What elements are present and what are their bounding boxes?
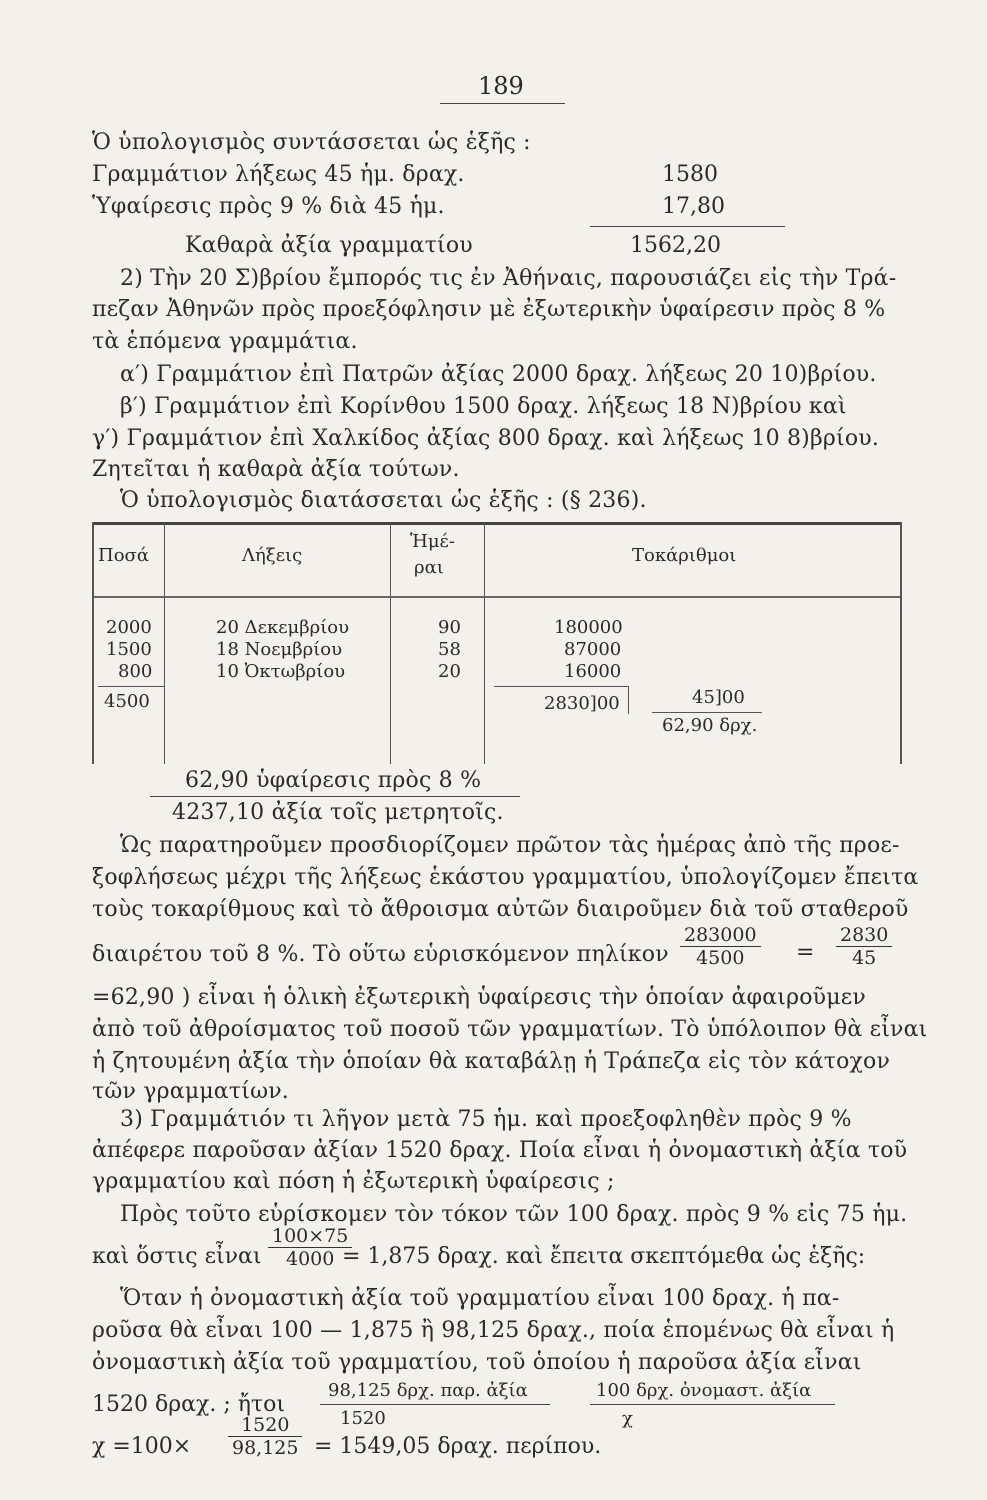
fraction2-numerator: 2830 <box>836 924 892 947</box>
para1-line8: τῶν γραμματίων. <box>92 1079 289 1104</box>
row2-amount: 1500 <box>106 639 152 660</box>
problem2-bill-b: β′) Γραμμάτιον ἐπὶ Κορίνθου 1500 δραχ. λήξεως 18 Ν)βρίου καὶ <box>120 394 847 419</box>
problem2-bill-a: α′) Γραμμάτιον ἐπὶ Πατρῶν ἀξίας 2000 δραχ. λήξεως 20 10)βρίου. <box>120 362 877 387</box>
proportion-top-left: 98,125 δρχ. παρ. ἀξία <box>328 1380 528 1401</box>
page-number-rule <box>440 103 565 104</box>
problem3-line5-pre: καὶ ὅστις εἶναι <box>92 1244 262 1269</box>
table-col-divider-3 <box>484 522 485 764</box>
problem3-line5-post: = 1,875 δραχ. καὶ ἔπειτα σκεπτόμεθα ὡς ἑξῆς: <box>342 1244 866 1269</box>
discount-table <box>92 522 902 764</box>
row3-maturity: 10 Ὀκτωβρίου <box>216 661 346 682</box>
para1-line5: =62,90 ) εἶναι ἡ ὁλικὴ ἐξωτερικὴ ὑφαίρεσις τὴν ὁποίαν ἀφαιροῦμεν <box>92 985 866 1010</box>
proportion-bottom-right: χ <box>622 1408 633 1429</box>
problem2-calc-intro: Ὁ ὑπολογισμὸς διατάσσεται ὡς ἑξῆς : (§ 236). <box>120 488 647 513</box>
table-left-border <box>92 522 94 764</box>
amount-sum-rule <box>98 686 164 687</box>
problem2-line3: τὰ ἑπόμενα γραμμάτια. <box>92 329 358 354</box>
table-right-border <box>900 522 902 764</box>
header-products: Τοκάριθμοι <box>632 545 737 566</box>
calc1-intro: Ὁ ὑπολογισμὸς συντάσσεται ὡς ἑξῆς : <box>92 130 531 155</box>
result-numerator: 1520 <box>228 1414 302 1437</box>
proportion-left-rule <box>320 1404 550 1405</box>
problem3-line4: Πρὸς τοῦτο εὑρίσκομεν τὸν τόκον τῶν 100 δραχ. πρὸς 9 % εἰς 75 ἡμ. <box>120 1202 908 1227</box>
interest-denominator: 4000 <box>286 1248 335 1270</box>
result-pre: χ =100× <box>92 1434 192 1459</box>
discount-rule <box>150 796 520 797</box>
discount-line: 62,90 ὑφαίρεσις πρὸς 8 % <box>185 768 482 793</box>
proportion-bottom-left: 1520 <box>340 1408 386 1429</box>
result-fraction <box>228 1414 302 1459</box>
problem3-line6: Ὅταν ἡ ὀνομαστικὴ ἀξία τοῦ γραμματίου εἶναι 100 δραχ. ἡ πα- <box>120 1286 840 1311</box>
row3-product: 16000 <box>564 661 622 682</box>
calc1-line3-label: Καθαρὰ ἀξία γραμματίου <box>185 233 473 258</box>
calc1-sum-rule <box>590 226 785 227</box>
quotient-fraction-1 <box>680 924 761 969</box>
interest-fraction <box>268 1225 352 1270</box>
problem3-line2: ἀπέφερε παροῦσαν ἀξίαν 1520 δραχ. Ποία εἶναι ἡ ὀνομαστικὴ ἀξία τοῦ <box>92 1138 908 1163</box>
header-maturity: Λήξεις <box>242 545 303 566</box>
para1-line1: Ὡς παρατηροῦμεν προσδιορίζομεν πρῶτον τὰς ἡμέρας ἀπὸ τῆς προε- <box>120 833 900 858</box>
problem2-line1: 2) Τὴν 20 Σ)βρίου ἔμπορός τις ἐν Ἀθήναις, παρουσιάζει εἰς τὴν Τρά- <box>120 266 897 291</box>
calc1-line2-value: 17,80 <box>662 194 725 219</box>
row2-product: 87000 <box>564 639 622 660</box>
interest-numerator: 100×75 <box>268 1225 352 1248</box>
table-header-rule <box>92 596 902 598</box>
problem3-line8: ὀνομαστικὴ ἀξία τοῦ γραμματίου, τοῦ ὁποίου ἡ παροῦσα ἀξία εἶναι <box>92 1350 862 1375</box>
header-days-line2: ραι <box>414 557 444 578</box>
header-amount: Ποσά <box>98 545 149 566</box>
para1-line2: ξοφλήσεως μέχρι τῆς λήξεως ἑκάστου γραμματίου, ὑπολογίζομεν ἔπειτα <box>92 865 919 890</box>
cash-value-line: 4237,10 ἀξία τοῖς μετρητοῖς. <box>172 800 504 825</box>
row3-days: 20 <box>438 661 461 682</box>
fraction2-denominator: 45 <box>852 947 877 969</box>
row3-amount: 800 <box>118 661 153 682</box>
proportion-right-rule <box>590 1404 835 1405</box>
equals-sign: = <box>796 940 815 965</box>
row2-days: 58 <box>438 639 461 660</box>
para1-line7: ἡ ζητουμένη ἀξία τὴν ὁποίαν θὰ καταβάλῃ ἡ Τράπεζα εἰς τὸν κάτοχον <box>92 1049 891 1074</box>
divisor-rule <box>652 712 762 713</box>
row1-days: 90 <box>438 617 461 638</box>
page-number: 189 <box>478 72 524 100</box>
result-post: = 1549,05 δραχ. περίπου. <box>314 1434 602 1459</box>
row2-maturity: 18 Νοεμβρίου <box>216 639 343 660</box>
fraction1-denominator: 4500 <box>696 947 745 969</box>
para1-line3: τοὺς τοκαρίθμους καὶ τὸ ἄθροισμα αὐτῶν διαιροῦμεν διὰ τοῦ σταθεροῦ <box>92 897 909 922</box>
total-amount: 4500 <box>104 691 150 712</box>
header-days-line1: Ἡμέ- <box>410 531 455 552</box>
quotient-fraction-2 <box>836 924 892 969</box>
problem3-line7: ροῦσα θὰ εἶναι 100 — 1,875 ἢ 98,125 δραχ., ποία ἑπομένως θὰ εἶναι ἡ <box>92 1318 895 1343</box>
division-bar <box>628 686 629 714</box>
problem3-line9-pre: 1520 δραχ. ; ἤτοι <box>92 1392 285 1417</box>
calc1-line2-label: Ὑφαίρεσις πρὸς 9 % διὰ 45 ἡμ. <box>92 194 445 219</box>
calc1-line1-label: Γραμμάτιον λήξεως 45 ἡμ. δραχ. <box>92 162 465 187</box>
divisor: 45]00 <box>692 687 745 708</box>
quotient: 62,90 δρχ. <box>662 715 758 736</box>
result-denominator: 98,125 <box>232 1437 299 1459</box>
problem2-question: Ζητεῖται ἡ καθαρὰ ἀξία τούτων. <box>92 457 460 482</box>
problem2-bill-c: γ′) Γραμμάτιον ἐπὶ Χαλκίδος ἀξίας 800 δραχ. καὶ λήξεως 10 8)βρίου. <box>92 426 880 451</box>
calc1-line1-value: 1580 <box>662 162 718 187</box>
row1-amount: 2000 <box>106 617 152 638</box>
para1-line4: διαιρέτου τοῦ 8 %. Τὸ οὕτω εὑρισκόμενον πηλίκον <box>92 942 669 967</box>
fraction1-numerator: 283000 <box>680 924 761 947</box>
problem3-line1: 3) Γραμμάτιόν τι λῆγον μετὰ 75 ἡμ. καὶ προεξοφληθὲν πρὸς 9 % <box>120 1107 852 1132</box>
table-top-rule <box>92 522 902 525</box>
calc1-line3-value: 1562,20 <box>630 233 721 258</box>
table-col-divider-1 <box>164 522 165 764</box>
problem2-line2: πεζαν Ἀθηνῶν πρὸς προεξόφλησιν μὲ ἐξωτερικὴν ὑφαίρεσιν πρὸς 8 % <box>92 297 886 322</box>
table-col-divider-2 <box>390 522 391 764</box>
para1-line6: ἀπὸ τοῦ ἀθροίσματος τοῦ ποσοῦ τῶν γραμματίων. Τὸ ὑπόλοιπον θὰ εἶναι <box>92 1017 928 1042</box>
problem3-line3: γραμματίου καὶ πόση ἡ ἐξωτερικὴ ὑφαίρεσις ; <box>92 1169 615 1194</box>
total-product: 2830]00 <box>544 693 620 714</box>
proportion-top-right: 100 δρχ. ὀνομαστ. ἀξία <box>596 1380 812 1401</box>
row1-maturity: 20 Δεκεμβρίου <box>216 617 350 638</box>
product-sum-rule <box>494 686 629 687</box>
row1-product: 180000 <box>554 617 623 638</box>
